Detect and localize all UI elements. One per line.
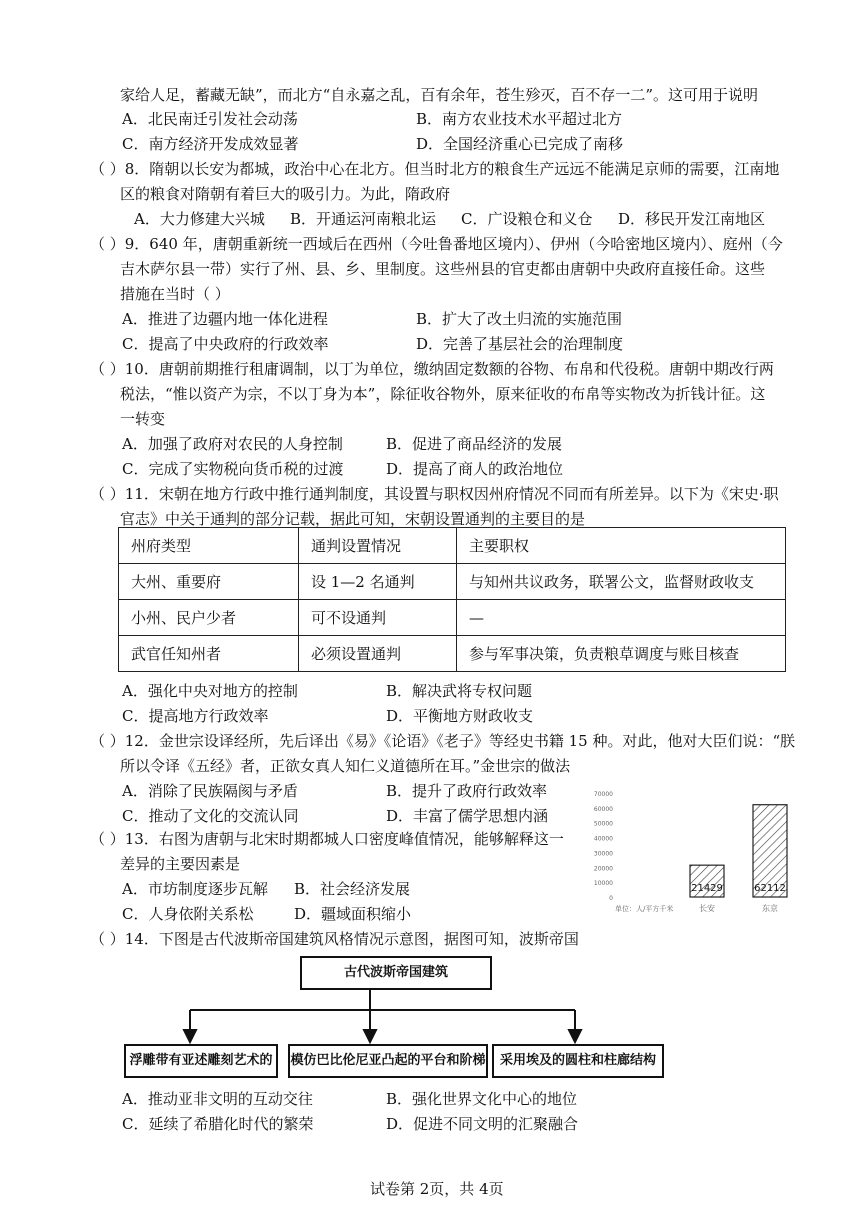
table-row xyxy=(119,564,786,600)
table-cell: 参与军事决策，负责粮草调度与账目核查 xyxy=(457,636,786,672)
diagram-node-label: 采用埃及的圆柱和柱廊结构 xyxy=(499,1053,656,1068)
q12-option-c: C．推动了文化的交流认同 xyxy=(122,807,299,825)
page-footer: 试卷第 2页，共 4页 xyxy=(370,1180,504,1198)
q11-stem-1: （ ）11．宋朝在地方行政中推行通判制度，其设置与职权因州府情况不同而有所差异。以下为《宋史·职 xyxy=(90,485,779,503)
q11-option-a: A．强化中央对地方的控制 xyxy=(122,682,298,700)
table-header-cell: 州府类型 xyxy=(119,528,299,564)
diagram-node-3 xyxy=(492,1044,664,1078)
table-cell: 可不设通判 xyxy=(299,600,457,636)
diagram-node-label: 浮雕带有亚述雕刻艺术的 xyxy=(129,1053,273,1068)
q7-option-d: D．全国经济重心已完成了南移 xyxy=(416,135,624,153)
q10-option-d: D．提高了商人的政治地位 xyxy=(386,460,564,478)
q14-option-c: C．延续了希腊化时代的繁荣 xyxy=(122,1115,314,1133)
diagram-root-label: 古代波斯帝国建筑 xyxy=(343,965,448,980)
table-header-cell: 通判设置情况 xyxy=(299,528,457,564)
y-tick-label: 40000 xyxy=(593,835,613,843)
q7-option-c: C．南方经济开发成效显著 xyxy=(122,135,299,153)
y-tick-label: 10000 xyxy=(593,880,613,888)
q8-option-d: D．移民开发江南地区 xyxy=(618,210,766,228)
q10-option-c: C．完成了实物税向货币税的过渡 xyxy=(122,460,344,478)
q10-stem-3: 一转变 xyxy=(120,410,166,428)
q14-option-b: B．强化世界文化中心的地位 xyxy=(386,1090,578,1108)
diagram-root-box xyxy=(300,956,492,990)
table-cell: 设 1—2 名通判 xyxy=(299,564,457,600)
category-label: 长安 xyxy=(699,904,715,913)
q11-option-c: C．提高地方行政效率 xyxy=(122,707,269,725)
y-tick-label: 20000 xyxy=(593,865,613,873)
q10-option-a: A．加强了政府对农民的人身控制 xyxy=(122,435,343,453)
table-row xyxy=(119,636,786,672)
q12-option-d: D．丰富了儒学思想内涵 xyxy=(386,807,549,825)
table-cell: 与知州共议政务，联署公文，监督财政收支 xyxy=(457,564,786,600)
q11-stem-2: 官志》中关于通判的部分记载，据此可知，宋朝设置通判的主要目的是 xyxy=(120,510,586,528)
q13-option-b: B．社会经济发展 xyxy=(294,880,411,898)
unit-label: 单位：人/平方千米 xyxy=(615,905,674,913)
q14-option-d: D．促进不同文明的汇聚融合 xyxy=(386,1115,579,1133)
q12-stem-2: 所以令译《五经》者，正欲女真人知仁义道德所在耳。”金世宗的做法 xyxy=(120,757,571,775)
q13-stem-2: 差异的主要因素是 xyxy=(120,855,241,873)
q8-option-b: B．开通运河南粮北运 xyxy=(290,210,437,228)
table-row xyxy=(119,600,786,636)
table-cell: 大州、重要府 xyxy=(119,564,299,600)
table-header-row xyxy=(119,528,786,564)
table-header-cell: 主要职权 xyxy=(457,528,786,564)
q9-stem-1: （ ）9．640 年，唐朝重新统一西域后在西州（今吐鲁番地区境内）、伊州（今哈密地区境内）、庭州（今 xyxy=(90,235,783,253)
q11-option-b: B．解决武将专权问题 xyxy=(386,682,533,700)
table-cell: — xyxy=(457,600,786,636)
tongpan-table xyxy=(118,527,786,672)
diagram-connectors xyxy=(120,990,680,1050)
q7-option-a: A．北民南迁引发社会动荡 xyxy=(122,110,298,128)
q11-option-d: D．平衡地方财政收支 xyxy=(386,707,534,725)
bar-value-label: 21429 xyxy=(691,883,723,894)
q9-stem-3: 措施在当时（ ） xyxy=(120,285,230,303)
q13-option-a: A．市坊制度逐步瓦解 xyxy=(122,880,268,898)
table-cell: 小州、民户少者 xyxy=(119,600,299,636)
q13-stem-1: （ ）13．右图为唐朝与北宋时期都城人口密度峰值情况，能够解释这一 xyxy=(90,830,564,848)
q7-option-b: B．南方农业技术水平超过北方 xyxy=(416,110,623,128)
table-cell: 必须设置通判 xyxy=(299,636,457,672)
q9-option-c: C．提高了中央政府的行政效率 xyxy=(122,335,329,353)
diagram-node-label: 模仿巴比伦尼亚凸起的平台和阶梯 xyxy=(290,1053,486,1068)
population-density-chart xyxy=(585,785,825,925)
q12-stem-1: （ ）12．金世宗设译经所，先后译出《易》《论语》《老子》等经史书籍 15 种。对此，他对大臣们说：“朕 xyxy=(90,732,796,750)
y-tick-label: 60000 xyxy=(593,805,613,813)
q13-option-c: C．人身依附关系松 xyxy=(122,905,254,923)
q10-stem-2: 税法，“惟以资产为宗，不以丁身为本”，除征收谷物外，原来征收的布帛等实物改为折钱计征。这 xyxy=(120,385,766,403)
q8-option-c: C．广设粮仓和义仓 xyxy=(461,210,593,228)
q9-stem-2: 吉木萨尔县一带）实行了州、县、乡、里制度。这些州县的官吏都由唐朝中央政府直接任命。这些 xyxy=(120,260,766,278)
y-tick-label: 0 xyxy=(609,895,613,902)
diagram-node-1 xyxy=(124,1044,278,1078)
category-label: 东京 xyxy=(762,904,778,913)
q12-option-b: B．提升了政府行政效率 xyxy=(386,782,548,800)
y-tick-label: 30000 xyxy=(593,850,613,858)
q9-option-d: D．完善了基层社会的治理制度 xyxy=(416,335,624,353)
diagram-node-2 xyxy=(288,1044,488,1078)
q9-option-b: B．扩大了改土归流的实施范围 xyxy=(416,310,623,328)
q14-stem: （ ）14．下图是古代波斯帝国建筑风格情况示意图，据图可知，波斯帝国 xyxy=(90,930,579,948)
q8-stem-1: （ ）8．隋朝以长安为都城，政治中心在北方。但当时北方的粮食生产远远不能满足京师的需要，江南地 xyxy=(90,160,780,178)
q14-option-a: A．推动亚非文明的互动交往 xyxy=(122,1090,313,1108)
bar-value-label: 62112 xyxy=(754,883,786,894)
q13-option-d: D．疆域面积缩小 xyxy=(294,905,412,923)
y-tick-label: 50000 xyxy=(593,820,613,828)
q8-option-a: A．大力修建大兴城 xyxy=(134,210,265,228)
table-cell: 武官任知州者 xyxy=(119,636,299,672)
q12-option-a: A．消除了民族隔阂与矛盾 xyxy=(122,782,298,800)
q7-stem-line: 家给人足，蓄藏无缺”，而北方“自永嘉之乱，百有余年，苍生殄灭，百不存一二”。这可用于说明 xyxy=(120,86,759,104)
q9-option-a: A．推进了边疆内地一体化进程 xyxy=(122,310,328,328)
q10-stem-1: （ ）10．唐朝前期推行租庸调制，以丁为单位，缴纳固定数额的谷物、布帛和代役税。唐朝中期改行两 xyxy=(90,360,774,378)
q8-stem-2: 区的粮食对隋朝有着巨大的吸引力。为此，隋政府 xyxy=(120,185,451,203)
y-tick-label: 70000 xyxy=(593,791,613,798)
q10-option-b: B．促进了商品经济的发展 xyxy=(386,435,563,453)
